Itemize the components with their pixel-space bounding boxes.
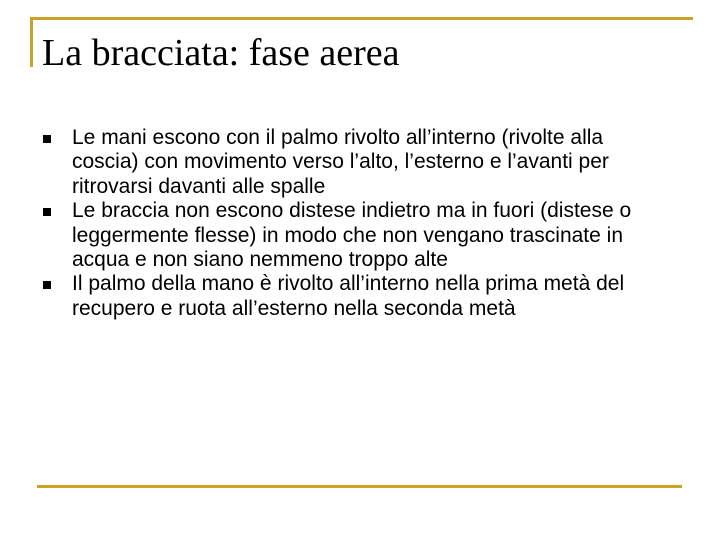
bullet-item-2	[42, 199, 672, 272]
bullet-list	[42, 126, 672, 321]
square-bullet-icon	[43, 281, 51, 289]
square-bullet-icon	[43, 135, 51, 143]
left-decorative-line	[30, 17, 33, 67]
bullet-text-3: Il palmo della mano è rivolto all’interno nella prima metà del recupero e ruota all’esterno nella seconda metà	[72, 272, 625, 320]
bullet-item-3	[42, 272, 672, 321]
bullet-item-1	[42, 126, 672, 199]
bullet-text-2: Le braccia non escono distese indietro ma in fuori (distese o leggermente flesse) in modo che non vengano trascinate in acqua e non siano nemmeno troppo alte	[72, 199, 632, 272]
bullet-text-1: Le mani escono con il palmo rivolto all’interno (rivolte alla coscia) con movimento verso l’alto, l’esterno e l’avanti per ritrovarsi davanti alle spalle	[72, 126, 609, 198]
slide-title: La bracciata: fase aerea	[42, 32, 400, 74]
bottom-decorative-line	[37, 485, 682, 488]
square-bullet-icon	[43, 208, 51, 216]
top-decorative-line	[30, 17, 693, 20]
